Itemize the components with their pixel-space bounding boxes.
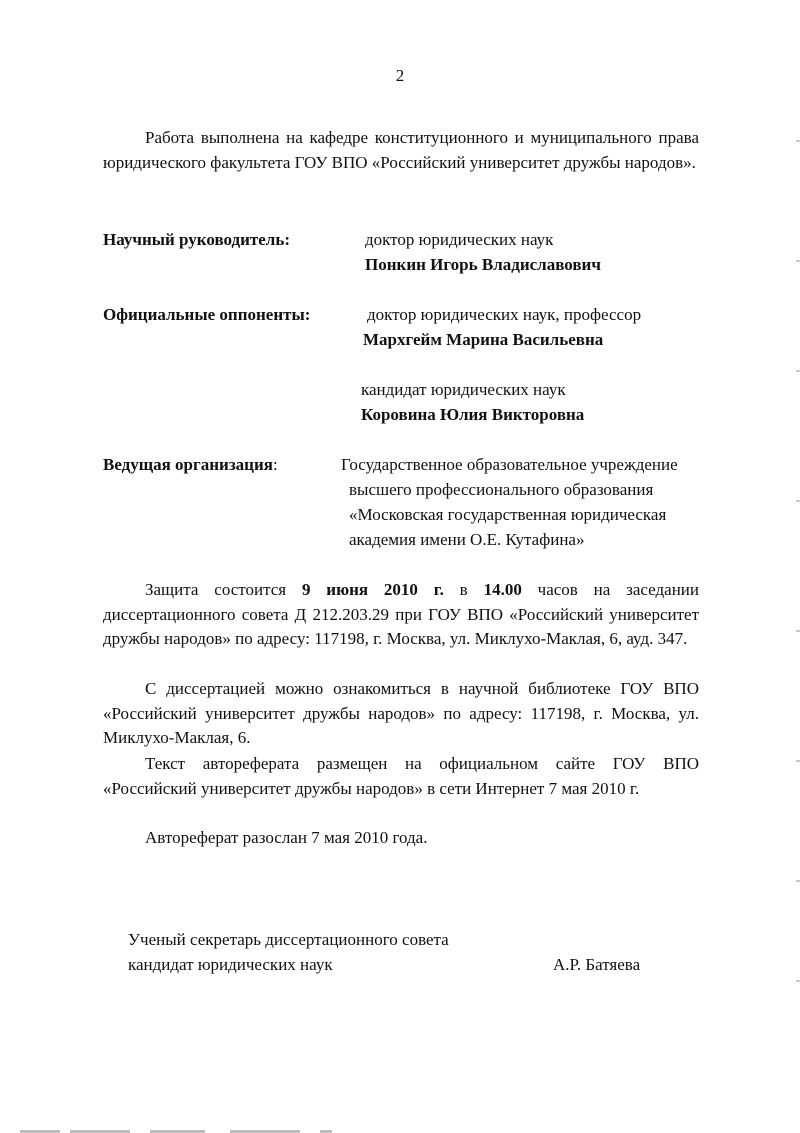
- opponent-1-name: Мархгейм Марина Васильевна: [363, 330, 604, 349]
- secretary-name: А.Р. Батяева: [553, 955, 641, 974]
- intro-paragraph: Работа выполнена на кафедре конституционного и муниципального права юридического факультета ГОУ ВПО «Российский университет дружбы народов».: [103, 128, 699, 172]
- sent-date-line: Автореферат разослан 7 мая 2010 года.: [145, 828, 428, 847]
- secretary-title: Ученый секретарь диссертационного совета: [128, 930, 449, 949]
- opponent-2-degree: кандидат юридических наук: [361, 380, 566, 399]
- lead-org-line: академия имени О.Е. Кутафина»: [349, 530, 585, 549]
- opponent-1-degree: доктор юридических наук, профессор: [367, 305, 642, 324]
- secretary-degree: кандидат юридических наук: [128, 955, 333, 974]
- opponent-2-name: Коровина Юлия Викторовна: [361, 405, 585, 424]
- scan-edge-marks: [794, 120, 800, 1020]
- defense-time: 14.00: [483, 580, 522, 599]
- library-paragraph: С диссертацией можно ознакомиться в научной библиотеке ГОУ ВПО «Российский университет дружбы народов» по адресу: 117198, г. Москва, ул. Миклухо-Маклая, 6.: [103, 679, 699, 747]
- lead-org-line: Государственное образовательное учреждение: [341, 455, 678, 474]
- page-number: 2: [395, 66, 405, 85]
- website-paragraph: Текст автореферата размещен на официальном сайте ГОУ ВПО «Российский университет дружбы народов» в сети Интернет 7 мая 2010 г.: [103, 754, 699, 798]
- opponents-label: Официальные оппоненты:: [103, 305, 311, 324]
- defense-paragraph: Защита состоится 9 июня 2010 г. в 14.00 часов на заседании диссертационного совета Д 212.203.29 при ГОУ ВПО «Российский университет дружбы народов» по адресу: 117198, г. Москва, ул. Миклухо-Маклая, 6, ауд. 347.: [103, 580, 699, 648]
- supervisor-degree: доктор юридических наук: [365, 230, 554, 249]
- scan-bottom-marks: [0, 1129, 800, 1133]
- lead-org-label: Ведущая организация:: [103, 455, 278, 474]
- defense-date: 9 июня 2010 г.: [301, 580, 444, 599]
- lead-org-line: высшего профессионального образования: [349, 480, 654, 499]
- supervisor-label: Научный руководитель:: [103, 230, 290, 249]
- supervisor-name: Понкин Игорь Владиславович: [365, 255, 601, 274]
- lead-org-line: «Московская государственная юридическая: [349, 505, 667, 524]
